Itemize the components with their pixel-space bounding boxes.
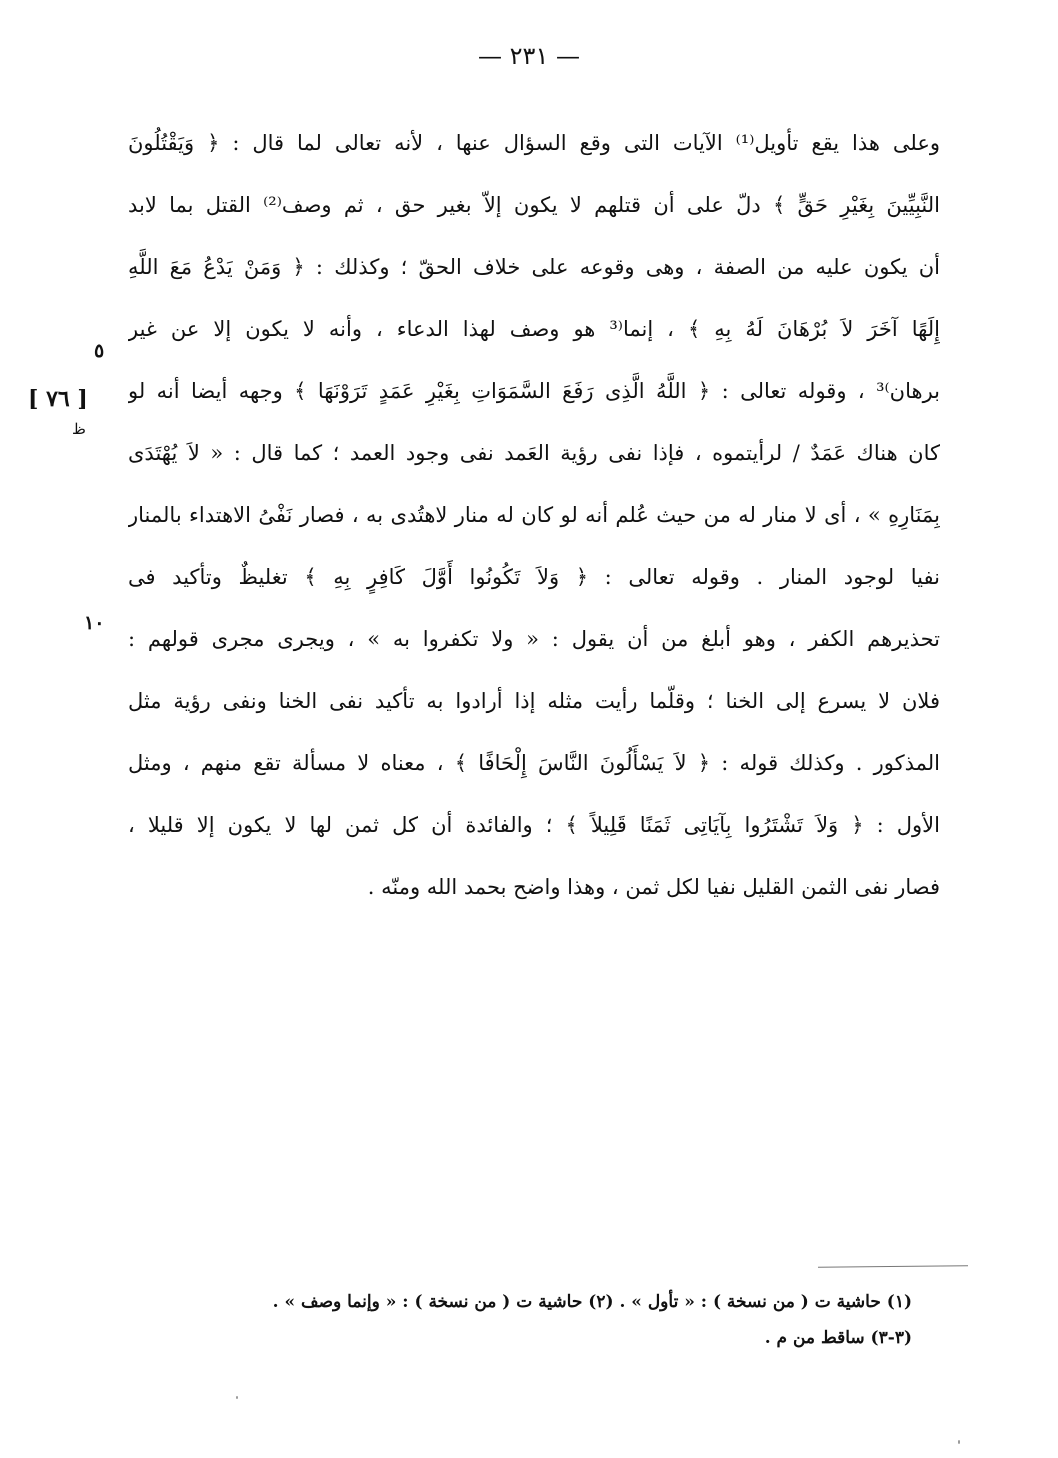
page-number: — ٢٣١ — <box>478 42 580 70</box>
text-line: إِلَهًا آخَرَ لاَ بُرْهَانَ لَهُ بِهِ ﴾ ، إنما⁽³ هو وصف لهذا الدعاء ، وأنه لا يكون إلا عن غير <box>128 317 940 341</box>
text-line: أن يكون عليه من الصفة ، وهى وقوعه على خلاف الحقّ ؛ وكذلك : ﴿ وَمَنْ يَدْعُ مَعَ اللَّهِ <box>128 255 940 279</box>
footnote-separator <box>818 1265 968 1268</box>
text-line: بِمَنَارِهِ » ، أى لا منار له من حيث عُلم أنه لو كان له منار لاهتُدى به ، فصار نَفْىُ الاهتداء بالمنار <box>128 503 940 527</box>
text-line: المذكور . وكذلك قوله : ﴿ لاَ يَسْأَلُونَ النَّاسَ إِلْحَافًا ﴾ ، معناه لا مسألة تقع منهم ، ومثل <box>128 751 940 775</box>
text-line: تحذيرهم الكفر ، وهو أبلغ من أن يقول : « ولا تكفروا به » ، ويجرى مجرى قولهم : <box>128 627 940 651</box>
text-line: نفيا لوجود المنار . وقوله تعالى : ﴿ وَلاَ تَكُونُوا أَوَّلَ كَافِرٍ بِهِ ﴾ تغليظٌ وتأكيد فى <box>128 565 940 589</box>
text-line: الأول : ﴿ وَلاَ تَشْتَرُوا بِآيَاتِى ثَمَنًا قَلِيلاً ﴾ ؛ والفائدة أن كل ثمن لها لا يكون إلا قليلا ، <box>128 813 940 837</box>
scan-speck <box>236 1396 238 1399</box>
scan-speck <box>958 1440 960 1444</box>
footnote-line: (٣-٣) ساقط من م . <box>764 1328 912 1348</box>
footnote-line: (١) حاشية ت ( من نسخة ) : « تأول » . (٢) حاشية ت ( من نسخة ) : « وإنما وصف » . <box>272 1292 912 1312</box>
footnotes <box>118 1284 912 1356</box>
text-line: فلان لا يسرع إلى الخنا ؛ وقلّما رأيت مثله إذا أرادوا به تأكيد نفى الخنا ونفى رؤية مثل <box>128 689 940 713</box>
main-text <box>128 112 940 918</box>
text-line: كان هناك عَمَدٌ / لرأيتموه ، فإذا نفى رؤية العَمد نفى وجود العمد ؛ كما قال : « لاَ يُهْتَدَى <box>128 441 940 465</box>
text-line: برهان⁾³ ، وقوله تعالى : ﴿ اللَّهُ الَّذِى رَفَعَ السَّمَوَاتِ بِغَيْرِ عَمَدٍ تَرَوْنَهَا ﴾ وجهه أيضا أنه لو <box>128 379 940 403</box>
text-line: وعلى هذا يقع تأويل⁽¹⁾ الآيات التى وقع السؤال عنها ، لأنه تعالى لما قال : ﴿ وَيَقْتُلُونَ <box>128 131 940 155</box>
line-number-5: ٥ <box>94 340 105 362</box>
text-line: النَّبِيِّينَ بِغَيْرِ حَقٍّ ﴾ دلّ على أن قتلهم لا يكون إلاّ بغير حق ، ثم وصف⁽²⁾ القتل بما لابد <box>128 193 940 217</box>
folio-reference: [ ٧٦ ] <box>28 386 88 412</box>
folio-side-marker: ظ <box>72 420 86 438</box>
text-line: فصار نفى الثمن القليل نفيا لكل ثمن ، وهذا واضح بحمد الله ومنّه . <box>367 875 940 899</box>
line-number-10: ١٠ <box>84 612 105 634</box>
